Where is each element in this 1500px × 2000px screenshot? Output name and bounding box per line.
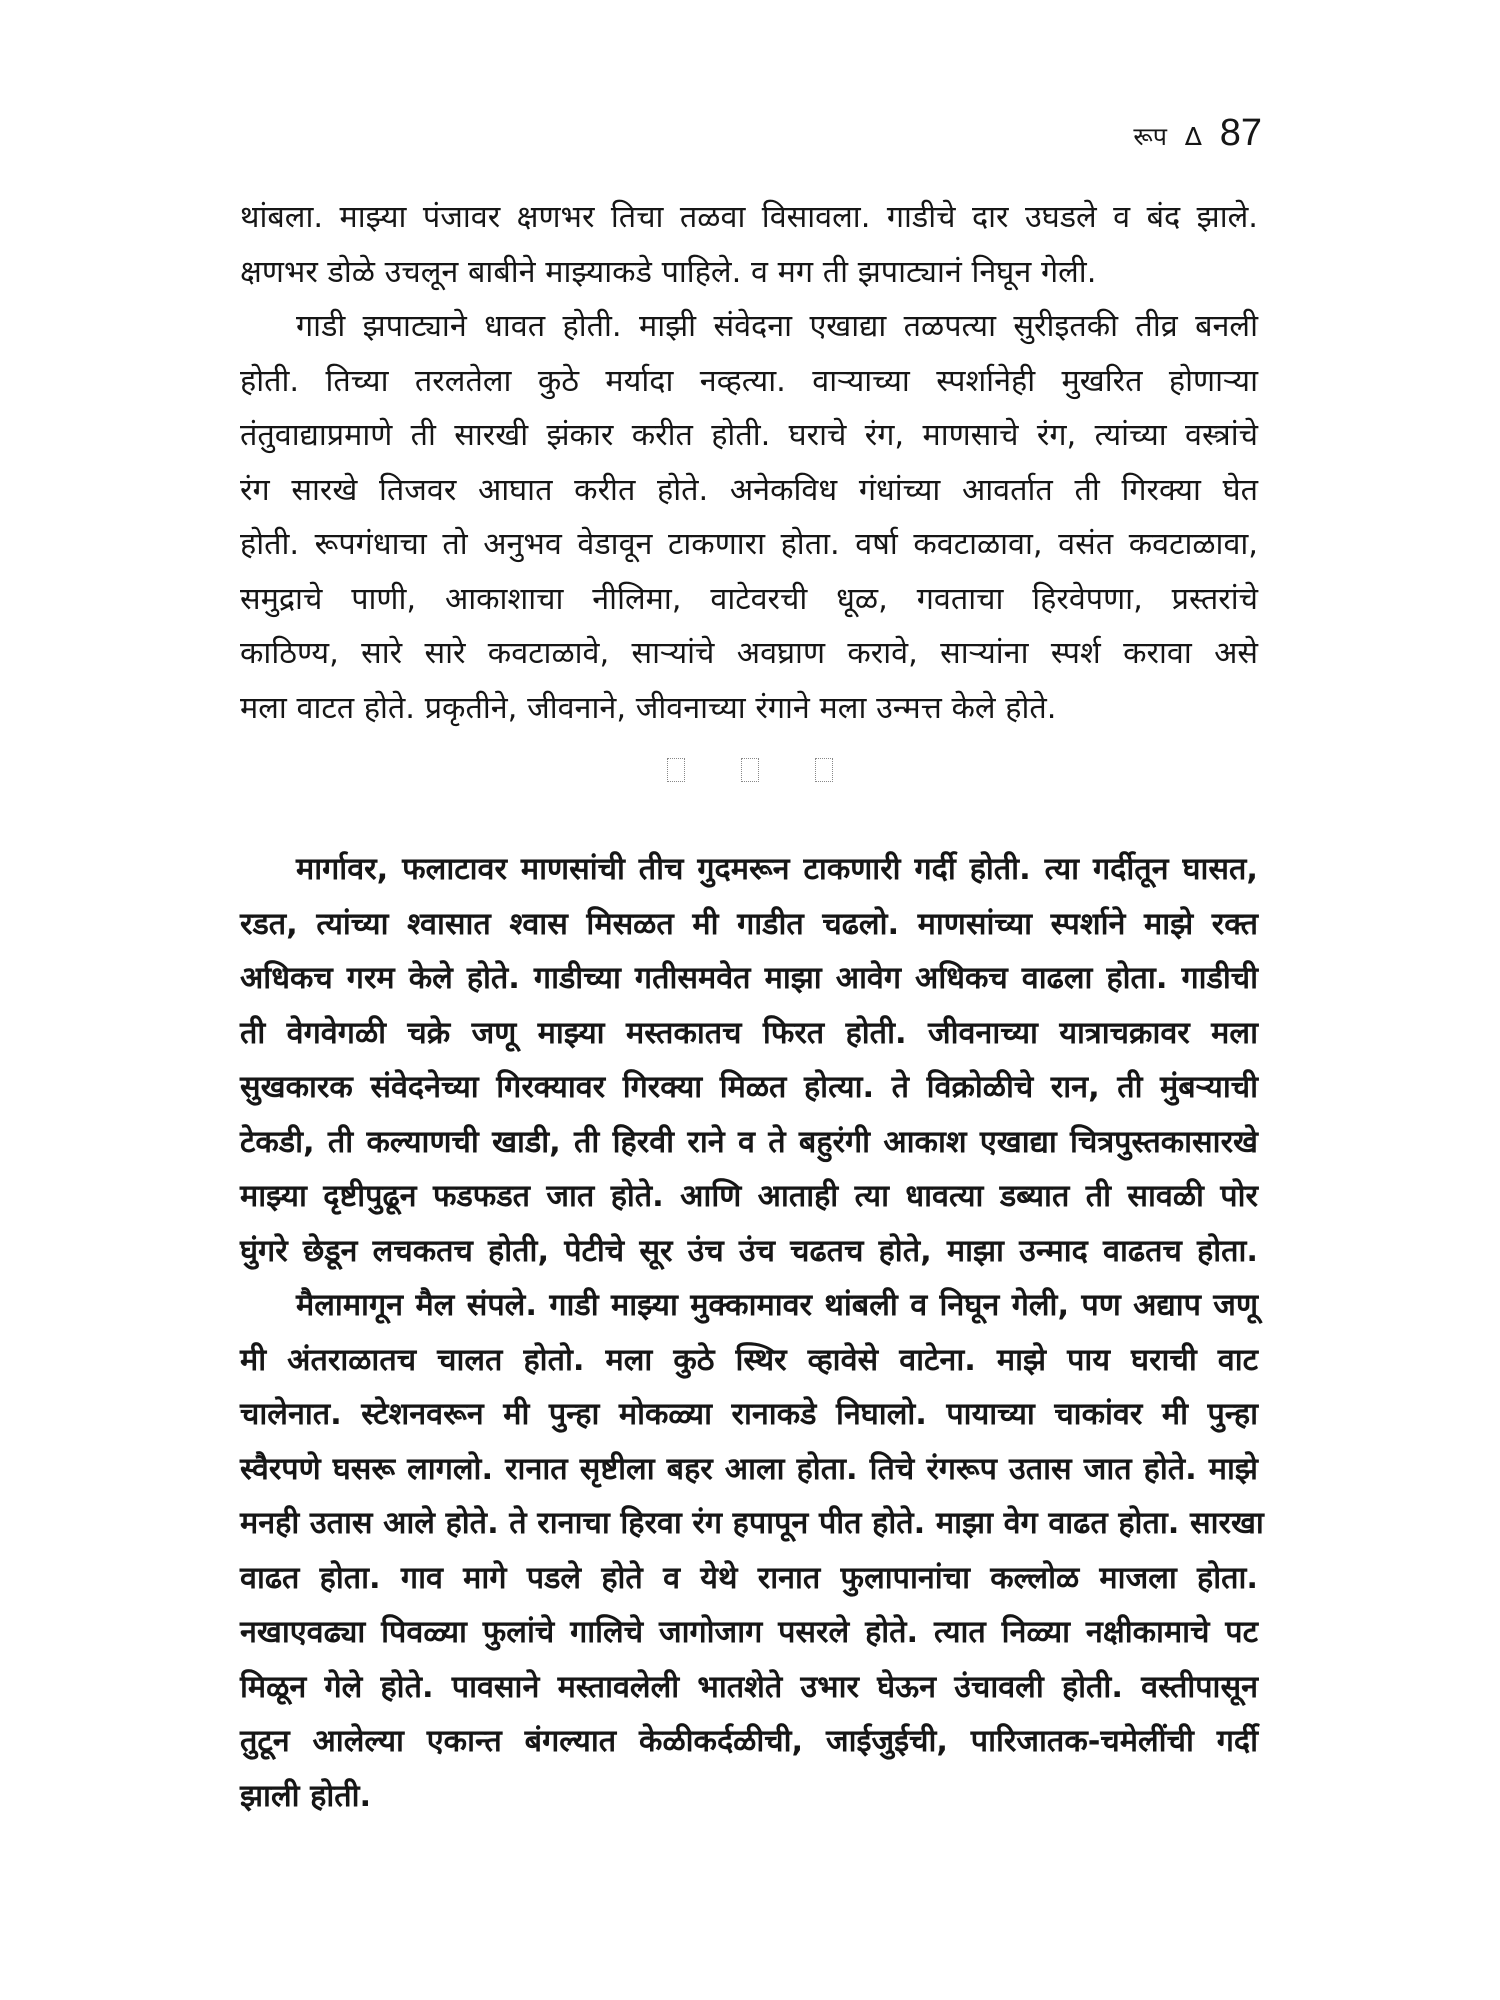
text-line: वाढत होता. गाव मागे पडले होते व येथे रानात फुलापानांचा कल्लोळ माजला होता. (240, 1560, 1258, 1596)
text-line: काठिण्य, सारे सारे कवटाळावे, साऱ्यांचे अवघ्राण करावे, साऱ्यांना स्पर्श करावा असे (240, 636, 1258, 671)
text-line: स्वैरपणे घसरू लागलो. रानात सृष्टीला बहर आला होता. तिचे रंगरूप उतास जात होते. माझे (240, 1451, 1258, 1487)
text-line: तंतुवाद्याप्रमाणे ती सारखी झंकार करीत होती. घराचे रंग, माणसाचे रंग, त्यांच्या वस्त्रांचे (240, 418, 1258, 453)
text-line: नखाएवढ्या पिवळ्या फुलांचे गालिचे जागोजाग पसरले होते. त्यात निळ्या नक्षीकामाचे पट (240, 1615, 1258, 1650)
text-line: ती वेगवेगळी चक्रे जणू माझ्या मस्तकातच फिरत होती. जीवनाच्या यात्राचक्रावर मला (240, 1015, 1258, 1051)
text-line: माझ्या दृष्टीपुढून फडफडत जात होते. आणि आताही त्या धावत्या डब्यात ती सावळी पोर (240, 1179, 1258, 1214)
section-break (0, 758, 1500, 782)
text-line: होती. रूपगंधाचा तो अनुभव वेडावून टाकणारा होता. वर्षा कवटाळावा, वसंत कवटाळावा, (240, 527, 1258, 562)
text-section-2 (240, 843, 1264, 1824)
text-line: क्षणभर डोळे उचलून बाबीने माझ्याकडे पाहिले. व मग ती झपाट्यानं निघून गेली. (240, 254, 1097, 290)
text-line: मनही उतास आले होते. ते रानाचा हिरवा रंग हपापून पीत होते. माझा वेग वाढत होता. सारखा (240, 1506, 1264, 1541)
section-break-mark-icon (741, 758, 759, 782)
triangle-icon: ∆ (1184, 122, 1202, 151)
text-line: घुंगरे छेडून लचकतच होती, पेटीचे सूर उंच उंच चढतच होते, माझा उन्माद वाढतच होता. (240, 1233, 1258, 1269)
page-number: 87 (1219, 112, 1262, 154)
paragraph-start-line: गाडी झपाट्याने धावत होती. माझी संवेदना एखाद्या तळपत्या सुरीइतकी तीव्र बनली (296, 309, 1258, 344)
section-break-mark-icon (815, 758, 833, 782)
text-line: मिळून गेले होते. पावसाने मस्तावलेली भातशेते उभार घेऊन उंचावली होती. वस्तीपासून (240, 1669, 1258, 1705)
text-line: सुखकारक संवेदनेच्या गिरक्यावर गिरक्या मिळत होत्या. ते विक्रोळीचे रान, ती मुंबऱ्याची (240, 1070, 1258, 1105)
text-line: समुद्राचे पाणी, आकाशाचा नीलिमा, वाटेवरची धूळ, गवताचा हिरवेपणा, प्रस्तरांचे (240, 581, 1258, 617)
text-line: अधिकच गरम केले होते. गाडीच्या गतीसमवेत माझा आवेग अधिकच वाढला होता. गाडीची (240, 961, 1258, 996)
text-line: रडत, त्यांच्या श्वासात श्वास मिसळत मी गाडीत चढलो. माणसांच्या स्पर्शाने माझे रक्त (240, 906, 1258, 942)
paragraph-start-line: मैलामागून मैल संपले. गाडी माझ्या मुक्कामावर थांबली व निघून गेली, पण अद्याप जणू (296, 1288, 1258, 1323)
text-line: चालेनात. स्टेशनवरून मी पुन्हा मोकळ्या रानाकडे निघालो. पायाच्या चाकांवर मी पुन्हा (240, 1397, 1258, 1432)
text-section-1 (240, 191, 1258, 736)
text-line: रंग सारखे तिजवर आघात करीत होते. अनेकविध गंधांच्या आवर्तात ती गिरक्या घेत (240, 472, 1258, 508)
text-line: टेकडी, ती कल्याणची खाडी, ती हिरवी राने व ते बहुरंगी आकाश एखाद्या चित्रपुस्तकासारखे (240, 1124, 1258, 1160)
text-line: मी अंतराळातच चालत होतो. मला कुठे स्थिर व्हावेसे वाटेना. माझे पाय घराची वाट (240, 1342, 1258, 1378)
text-line: थांबला. माझ्या पंजावर क्षणभर तिचा तळवा विसावला. गाडीचे दार उघडले व बंद झाले. (240, 200, 1258, 235)
page-header (1133, 112, 1262, 155)
text-line: मला वाटत होते. प्रकृतीने, जीवनाने, जीवनाच्या रंगाने मला उन्मत्त केले होते. (240, 690, 1057, 726)
running-title: रूप (1133, 122, 1167, 151)
text-line: झाली होती. (240, 1778, 372, 1814)
text-line: होती. तिच्या तरलतेला कुठे मर्यादा नव्हत्या. वाऱ्याच्या स्पर्शानेही मुखरित होणाऱ्या (240, 363, 1258, 399)
text-line: तुटून आलेल्या एकान्त बंगल्यात केळीकर्दळीची, जाईजुईची, पारिजातक-चमेलींची गर्दी (240, 1724, 1258, 1759)
section-break-mark-icon (667, 758, 685, 782)
paragraph-start-line: मार्गावर, फलाटावर माणसांची तीच गुदमरून टाकणारी गर्दी होती. त्या गर्दीतून घासत, (296, 852, 1258, 887)
